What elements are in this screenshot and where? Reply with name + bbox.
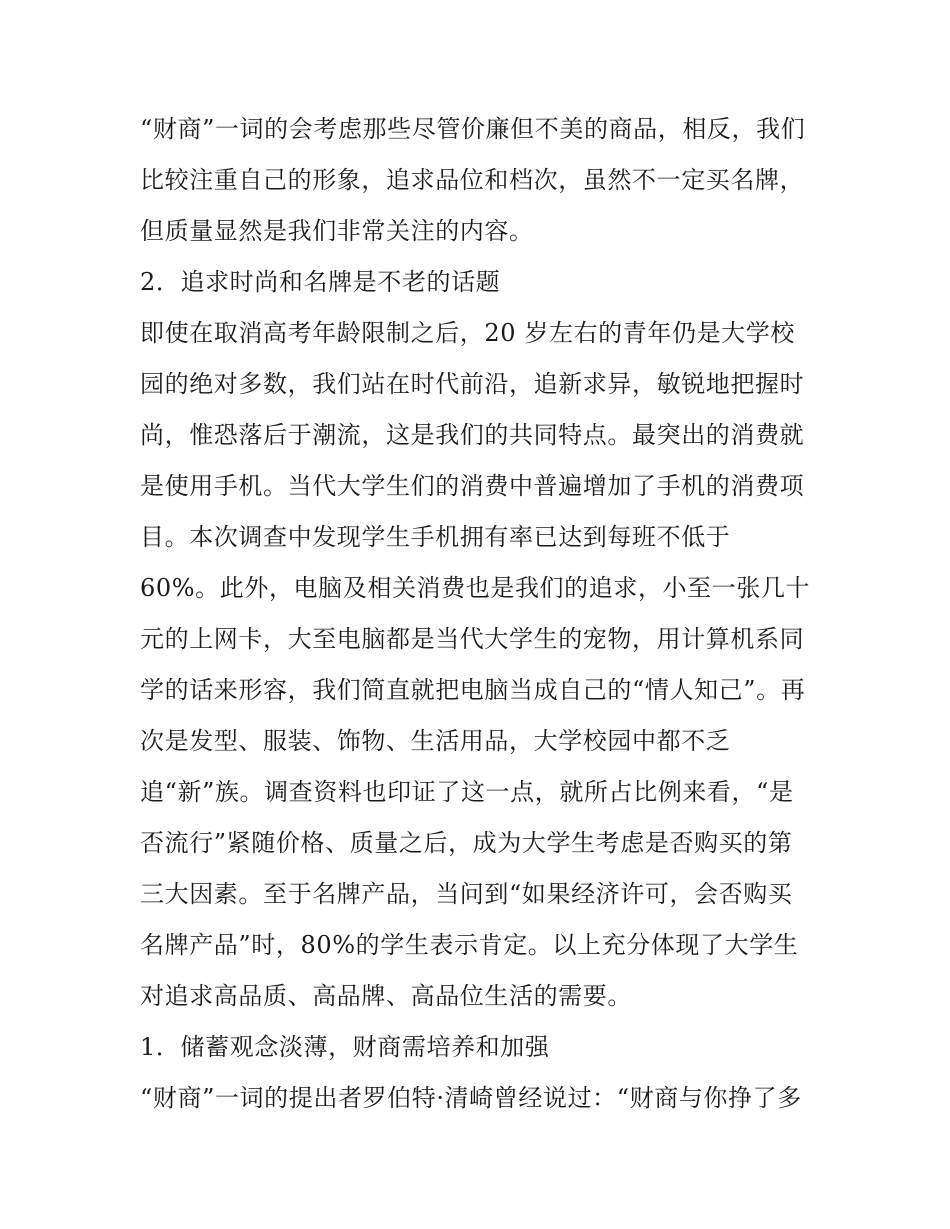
text-line: “财商”一词的会考虑那些尽管价廉但不美的商品，相反，我们	[140, 115, 806, 143]
text-line: 对追求高品质、高品牌、高品位生活的需要。	[140, 982, 632, 1010]
text-line: 园的绝对多数，我们站在时代前沿，追新求异，敏锐地把握时	[140, 370, 805, 398]
text-line: 60%。此外，电脑及相关消费也是我们的追求，小至一张几十	[140, 574, 811, 602]
text-line: 三大因素。至于名牌产品，当问到“如果经济许可，会否购买	[140, 880, 793, 908]
text-line: 追“新”族。调查资料也印证了这一点，就所占比例来看，“是	[140, 778, 794, 806]
text-line: 元的上网卡，大至电脑都是当代大学生的宠物，用计算机系同	[140, 625, 805, 653]
section-heading: 1．储蓄观念淡薄，财商需培养和加强	[140, 1033, 550, 1061]
text-line: 学的话来形容，我们简直就把电脑当成自己的“情人知己”。再	[140, 676, 806, 704]
text-line: 目。本次调查中发现学生手机拥有率已达到每班不低于	[140, 523, 731, 551]
text-line: 即使在取消高考年龄限制之后，20 岁左右的青年仍是大学校	[140, 319, 795, 347]
text-line: 但质量显然是我们非常关注的内容。	[140, 217, 534, 245]
text-line: 名牌产品”时，80%的学生表示肯定。以上充分体现了大学生	[140, 931, 799, 959]
text-line: 尚，惟恐落后于潮流，这是我们的共同特点。最突出的消费就	[140, 421, 805, 449]
text-line: 否流行”紧随价格、质量之后，成为大学生考虑是否购买的第	[140, 829, 793, 857]
text-line: “财商”一词的提出者罗伯特·清崎曾经说过：“财商与你挣了多	[140, 1084, 802, 1112]
text-line: 是使用手机。当代大学生们的消费中普遍增加了手机的消费项	[140, 472, 805, 500]
text-line: 比较注重自己的形象，追求品位和档次，虽然不一定买名牌，	[140, 166, 805, 194]
text-line: 次是发型、服装、饰物、生活用品，大学校园中都不乏	[140, 727, 731, 755]
section-heading: 2．追求时尚和名牌是不老的话题	[140, 268, 501, 296]
